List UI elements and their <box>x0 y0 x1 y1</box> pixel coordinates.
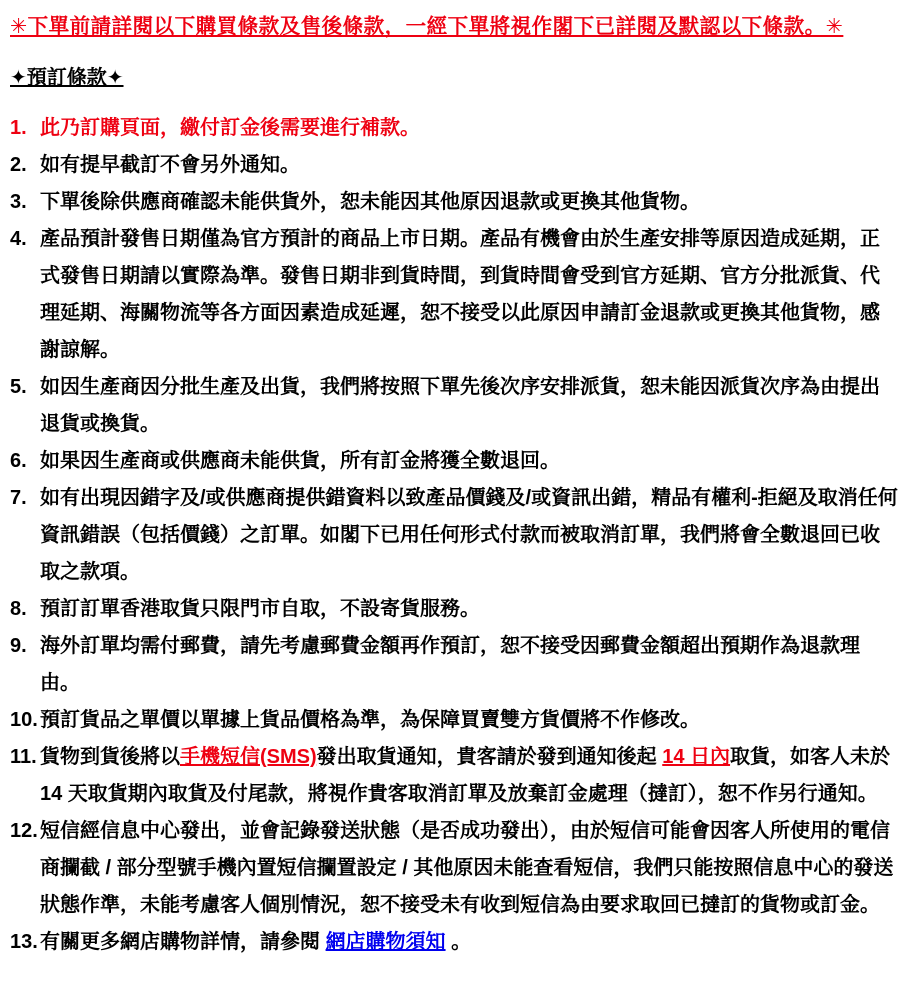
term-number: 13. <box>10 930 38 953</box>
term-text <box>40 184 899 221</box>
term-text <box>40 110 899 147</box>
preorder-terms-heading: ✦預訂條款✦ <box>10 66 124 89</box>
term-text <box>40 739 899 813</box>
term-number: 5. <box>10 375 27 398</box>
term-item <box>10 739 899 813</box>
term-item <box>10 813 899 924</box>
term-text-segment: 取貨，如客人未於 14 天取貨期內取貨及付尾款，將視作貴客取消訂單及放棄訂金處理（撻訂），恕不作另行通知。 <box>40 745 891 805</box>
highlighted-text: 手機短信(SMS) <box>180 745 317 768</box>
term-text-segment: 預訂貨品之單價以單據上貨品價格為準，為保障買賣雙方貨價將不作修改。 <box>40 708 700 731</box>
term-number: 2. <box>10 153 27 176</box>
term-text <box>40 480 899 591</box>
term-number: 8. <box>10 597 27 620</box>
term-text-segment: 下單後除供應商確認未能供貨外，恕未能因其他原因退款或更換其他貨物。 <box>40 190 700 213</box>
term-text-segment: 產品預計發售日期僅為官方預計的商品上市日期。產品有機會由於生產安排等原因造成延期，正式發售日期請以實際為準。發售日期非到貨時間，到貨時間會受到官方延期、官方分批派貨、代理延期、海關物流等各方面因素造成延遲，恕不接受以此原因申請訂金退款或更換其他貨物，感謝諒解。 <box>40 227 880 361</box>
term-number: 4. <box>10 227 27 250</box>
term-text-segment: 短信經信息中心發出，並會記錄發送狀態（是否成功發出），由於短信可能會因客人所使用的電信商攔截 / 部分型號手機內置短信攔置設定 / 其他原因未能查看短信，我們只能按照信息中心的發送狀態作準，未能考慮客人個別情況，恕不接受未有收到短信為由要求取回已撻訂的貨物或訂金。 <box>40 819 894 916</box>
term-number: 10. <box>10 708 38 731</box>
term-text <box>40 591 899 628</box>
term-text-segment: 如因生產商因分批生產及出貨，我們將按照下單先後次序安排派貨，恕未能因派貨次序為由提出退貨或換貨。 <box>40 375 880 435</box>
term-text-segment: 有關更多網店購物詳情，請參閱 <box>40 930 326 953</box>
term-text <box>40 924 899 961</box>
term-number: 6. <box>10 449 27 472</box>
term-number: 9. <box>10 634 27 657</box>
term-text <box>40 221 899 369</box>
term-item <box>10 702 899 739</box>
term-text <box>40 443 899 480</box>
term-number: 3. <box>10 190 27 213</box>
highlighted-text: 14 日內 <box>662 745 731 768</box>
term-text-segment: 海外訂單均需付郵費，請先考慮郵費金額再作預訂，恕不接受因郵費金額超出預期作為退款理由。 <box>40 634 860 694</box>
term-text <box>40 702 899 739</box>
term-item <box>10 369 899 443</box>
terms-list <box>10 110 899 961</box>
term-item <box>10 443 899 480</box>
term-item <box>10 147 899 184</box>
term-number: 1. <box>10 116 27 139</box>
term-text <box>40 369 899 443</box>
shop-guide-link[interactable]: 網店購物須知 <box>325 930 446 953</box>
term-text <box>40 628 899 702</box>
term-text-segment: 如有提早截訂不會另外通知。 <box>40 153 300 176</box>
term-text-segment: 預訂訂單香港取貨只限門市自取，不設寄貨服務。 <box>40 597 480 620</box>
term-item <box>10 110 899 147</box>
term-item <box>10 221 899 369</box>
term-item <box>10 628 899 702</box>
term-item <box>10 184 899 221</box>
term-text <box>40 813 899 924</box>
term-item <box>10 591 899 628</box>
term-number: 11. <box>10 745 37 768</box>
term-number: 12. <box>10 819 38 842</box>
term-item <box>10 480 899 591</box>
term-number: 7. <box>10 486 27 509</box>
term-text-segment: 發出取貨通知，貴客請於發到通知後起 <box>316 745 663 768</box>
term-text-segment: 如有出現因錯字及/或供應商提供錯資料以致產品價錢及/或資訊出錯，精品有權利-拒絕及取消任何資訊錯誤（包括價錢）之訂單。如閣下已用任何形式付款而被取消訂單，我們將會全數退回已收取之款項。 <box>40 486 898 583</box>
term-text-segment: 。 <box>445 930 472 953</box>
term-text-segment: 此乃訂購頁面，繳付訂金後需要進行補款。 <box>40 116 420 139</box>
purchase-notice: ✳下單前請詳閱以下購買條款及售後條款，一經下單將視作閣下已詳閱及默認以下條款。✳ <box>10 15 844 38</box>
term-text-segment: 如果因生產商或供應商未能供貨，所有訂金將獲全數退回。 <box>40 449 560 472</box>
term-text <box>40 147 899 184</box>
term-item <box>10 924 899 961</box>
term-text-segment: 貨物到貨後將以 <box>40 745 180 768</box>
